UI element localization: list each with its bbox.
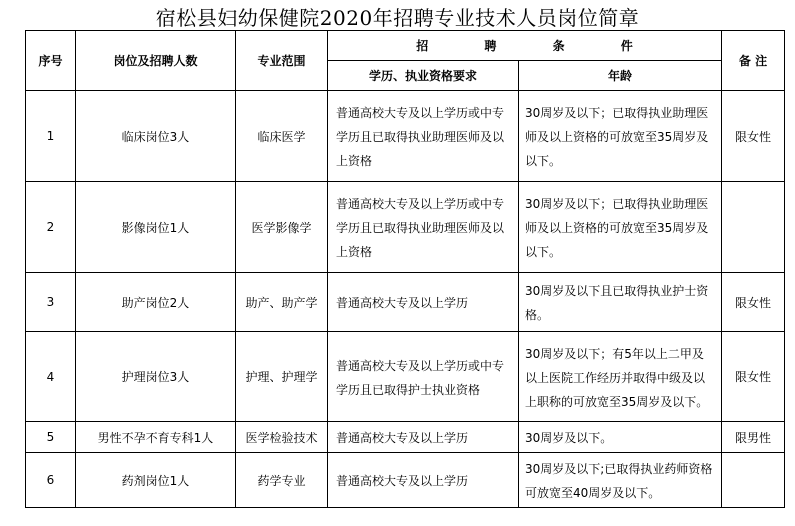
table-row — [26, 182, 785, 273]
cell-major: 护理、护理学 — [236, 332, 328, 422]
cell-major: 临床医学 — [236, 91, 328, 182]
cell-major: 医学检验技术 — [236, 422, 328, 453]
cell-remark — [722, 182, 785, 273]
cell-position: 临床岗位3人 — [76, 91, 236, 182]
header-conditions — [328, 31, 722, 61]
cell-education: 普通高校大专及以上学历或中专学历且已取得执业助理医师及以上资格 — [328, 91, 519, 182]
cell-position: 影像岗位1人 — [76, 182, 236, 273]
header-remark: 备 注 — [722, 31, 785, 91]
cell-education: 普通高校大专及以上学历 — [328, 273, 519, 332]
cell-education: 普通高校大专及以上学历或中专学历且已取得护士执业资格 — [328, 332, 519, 422]
cell-education: 普通高校大专及以上学历或中专学历且已取得执业助理医师及以上资格 — [328, 182, 519, 273]
table-row — [26, 273, 785, 332]
cell-remark — [722, 453, 785, 508]
cell-no: 3 — [26, 273, 76, 332]
cell-no: 5 — [26, 422, 76, 453]
cell-no: 6 — [26, 453, 76, 508]
cell-age: 30周岁及以下；已取得执业助理医师及以上资格的可放宽至35周岁及以下。 — [519, 182, 722, 273]
recruitment-table — [25, 30, 785, 508]
header-position: 岗位及招聘人数 — [76, 31, 236, 91]
header-education: 学历、执业资格要求 — [328, 61, 519, 91]
table-row — [26, 91, 785, 182]
cell-major: 药学专业 — [236, 453, 328, 508]
cell-no: 1 — [26, 91, 76, 182]
cell-age: 30周岁及以下且已取得执业护士资格。 — [519, 273, 722, 332]
cell-education: 普通高校大专及以上学历 — [328, 422, 519, 453]
table-row — [26, 332, 785, 422]
cell-major: 助产、助产学 — [236, 273, 328, 332]
cell-age: 30周岁及以下;已取得执业药师资格可放宽至40周岁及以下。 — [519, 453, 722, 508]
cell-remark: 限女性 — [722, 273, 785, 332]
page-title: 宿松县妇幼保健院2020年招聘专业技术人员岗位简章 — [155, 6, 640, 30]
header-no: 序号 — [26, 31, 76, 91]
header-age: 年龄 — [519, 61, 722, 91]
header-row-1 — [26, 31, 785, 61]
cell-position: 男性不孕不育专科1人 — [76, 422, 236, 453]
cell-position: 护理岗位3人 — [76, 332, 236, 422]
cell-remark: 限女性 — [722, 332, 785, 422]
table-row — [26, 453, 785, 508]
cell-age: 30周岁及以下。 — [519, 422, 722, 453]
cell-age: 30周岁及以下；已取得执业助理医师及以上资格的可放宽至35周岁及以下。 — [519, 91, 722, 182]
cell-age: 30周岁及以下；有5年以上二甲及以上医院工作经历并取得中级及以上职称的可放宽至35周岁及以下。 — [519, 332, 722, 422]
header-major: 专业范围 — [236, 31, 328, 91]
cell-remark: 限男性 — [722, 422, 785, 453]
cell-remark: 限女性 — [722, 91, 785, 182]
cell-major: 医学影像学 — [236, 182, 328, 273]
cell-position: 助产岗位2人 — [76, 273, 236, 332]
table-row — [26, 422, 785, 453]
cell-position: 药剂岗位1人 — [76, 453, 236, 508]
cell-education: 普通高校大专及以上学历 — [328, 453, 519, 508]
header-conditions-label: 招 聘 条 件 — [416, 39, 659, 53]
cell-no: 4 — [26, 332, 76, 422]
cell-no: 2 — [26, 182, 76, 273]
